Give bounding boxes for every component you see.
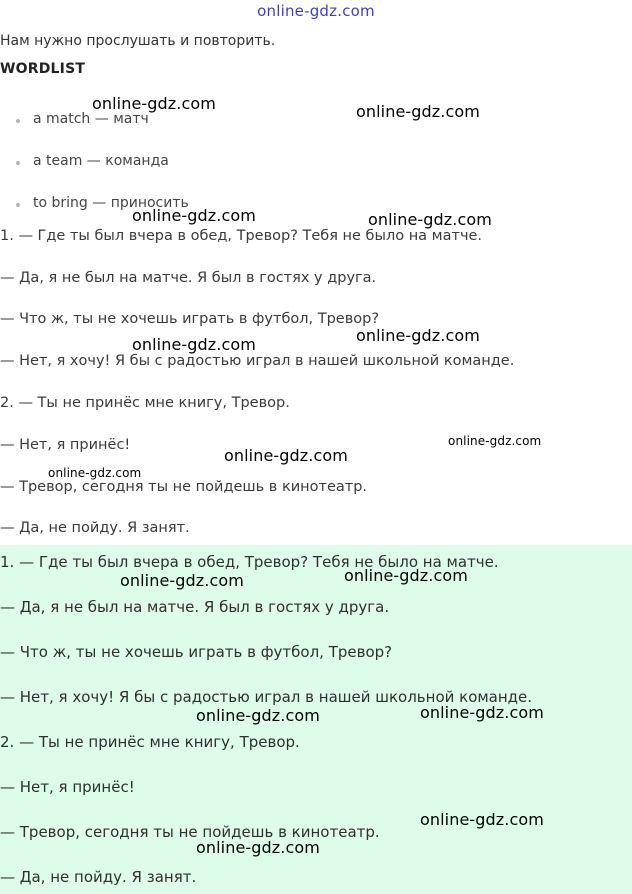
- dialogue-line: — Нет, я хочу! Я бы с радостью играл в нашей школьной команде.: [0, 353, 515, 369]
- dialogue-line: — Да, я не был на матче. Я был в гостях у друга.: [0, 270, 377, 286]
- watermark: online-gdz.com: [132, 335, 256, 354]
- answer-line: — Что ж, ты не хочешь играть в футбол, Тревор?: [0, 643, 393, 661]
- dialogue-line: — Нет, я принёс!: [0, 437, 131, 453]
- intro-text: Нам нужно прослушать и повторить.: [0, 33, 276, 49]
- bullet-dot-icon: [16, 119, 20, 123]
- dialogue-line: 2. — Ты не принёс мне книгу, Тревор.: [0, 395, 290, 411]
- bullet-dot-icon: [16, 161, 20, 165]
- watermark: online-gdz.com: [48, 466, 142, 480]
- answer-line: — Нет, я принёс!: [0, 778, 135, 796]
- answer-line: — Да, я не был на матче. Я был в гостях у друга.: [0, 598, 390, 616]
- answer-line: — Да, не пойду. Я занят.: [0, 868, 197, 886]
- watermark: online-gdz.com: [120, 571, 244, 590]
- wordlist-item-text: a team — команда: [33, 153, 169, 169]
- site-header-logo[interactable]: online-gdz.com: [257, 2, 375, 20]
- watermark: online-gdz.com: [196, 706, 320, 725]
- watermark: online-gdz.com: [448, 434, 542, 448]
- dialogue-line: — Тревор, сегодня ты не пойдешь в кинотеатр.: [0, 479, 368, 495]
- watermark: online-gdz.com: [368, 210, 492, 229]
- watermark: online-gdz.com: [132, 206, 256, 225]
- dialogue-line: — Да, не пойду. Я занят.: [0, 520, 190, 536]
- watermark: online-gdz.com: [344, 566, 468, 585]
- watermark: online-gdz.com: [224, 446, 348, 465]
- wordlist-item-text: a match — матч: [33, 111, 149, 127]
- watermark: online-gdz.com: [356, 102, 480, 121]
- answer-line: — Тревор, сегодня ты не пойдешь в кинотеатр.: [0, 823, 380, 841]
- wordlist-item-text: to bring — приносить: [33, 195, 189, 211]
- watermark: online-gdz.com: [420, 810, 544, 829]
- watermark: online-gdz.com: [420, 703, 544, 722]
- watermark: online-gdz.com: [92, 94, 216, 113]
- watermark: online-gdz.com: [196, 838, 320, 857]
- answer-line: 2. — Ты не принёс мне книгу, Тревор.: [0, 733, 300, 751]
- bullet-dot-icon: [16, 203, 20, 207]
- wordlist-heading: WORDLIST: [0, 61, 86, 77]
- dialogue-line: — Что ж, ты не хочешь играть в футбол, Тревор?: [0, 311, 380, 327]
- watermark: online-gdz.com: [356, 326, 480, 345]
- dialogue-line: 1. — Где ты был вчера в обед, Тревор? Тебя не было на матче.: [0, 228, 483, 244]
- answer-line: — Нет, я хочу! Я бы с радостью играл в нашей школьной команде.: [0, 688, 533, 706]
- answer-line: 1. — Где ты был вчера в обед, Тревор? Тебя не было на матче.: [0, 553, 499, 571]
